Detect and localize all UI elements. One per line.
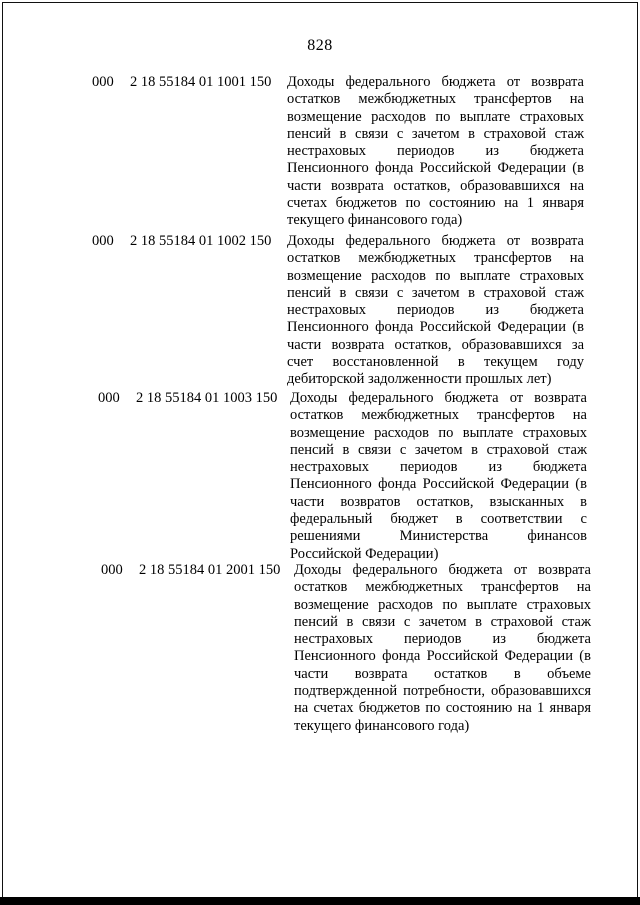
- admin-code: 000: [92, 233, 114, 249]
- entry-description: Доходы федерального бюджета от возврата остатков межбюджетных трансфертов на возмещение расходов по выплате страховых пенсий в связи с зачетом в страховой стаж нестраховых периодов из бюджета Пенсионного фонда Российской Федерации (в части возврата остатков, образовавшихся на счетах бюджетов по состоянию на 1 января текущего финансового года): [287, 74, 584, 229]
- page-border-left: [2, 2, 3, 897]
- page-border-top: [2, 2, 638, 3]
- kbk-code: 2 18 55184 01 1003 150: [136, 390, 278, 406]
- page-number: 828: [307, 37, 333, 54]
- page-border-bottom: [0, 897, 640, 905]
- kbk-code: 2 18 55184 01 1002 150: [130, 233, 272, 249]
- kbk-code: 2 18 55184 01 1001 150: [130, 74, 272, 90]
- entry-description: Доходы федерального бюджета от возврата остатков межбюджетных трансфертов на возмещение расходов по выплате страховых пенсий в связи с зачетом в страховой стаж нестраховых периодов из бюджета Пенсионного фонда Российской Федерации (в части возврата остатков в объеме подтвержденной потребности, образовавшихся на счетах бюджетов по состоянию на 1 января текущего финансового года): [294, 562, 591, 734]
- admin-code: 000: [101, 562, 123, 578]
- entry-description: Доходы федерального бюджета от возврата остатков межбюджетных трансфертов на возмещение расходов по выплате страховых пенсий в связи с зачетом в страховой стаж нестраховых периодов из бюджета Пенсионного фонда Российской Федерации (в части возврата остатков, образовавшихся за счет восстановленной в текущем году дебиторской задолженности прошлых лет): [287, 233, 584, 388]
- admin-code: 000: [98, 390, 120, 406]
- kbk-code: 2 18 55184 01 2001 150: [139, 562, 281, 578]
- entry-description: Доходы федерального бюджета от возврата остатков межбюджетных трансфертов на возмещение расходов по выплате страховых пенсий в связи с зачетом в страховой стаж нестраховых периодов из бюджета Пенсионного фонда Российской Федерации (в части возвратов остатков, взысканных в федеральный бюджет в соответствии с решениями Министерства финансов Российской Федерации): [290, 390, 587, 562]
- admin-code: 000: [92, 74, 114, 90]
- page-border-right: [637, 2, 638, 897]
